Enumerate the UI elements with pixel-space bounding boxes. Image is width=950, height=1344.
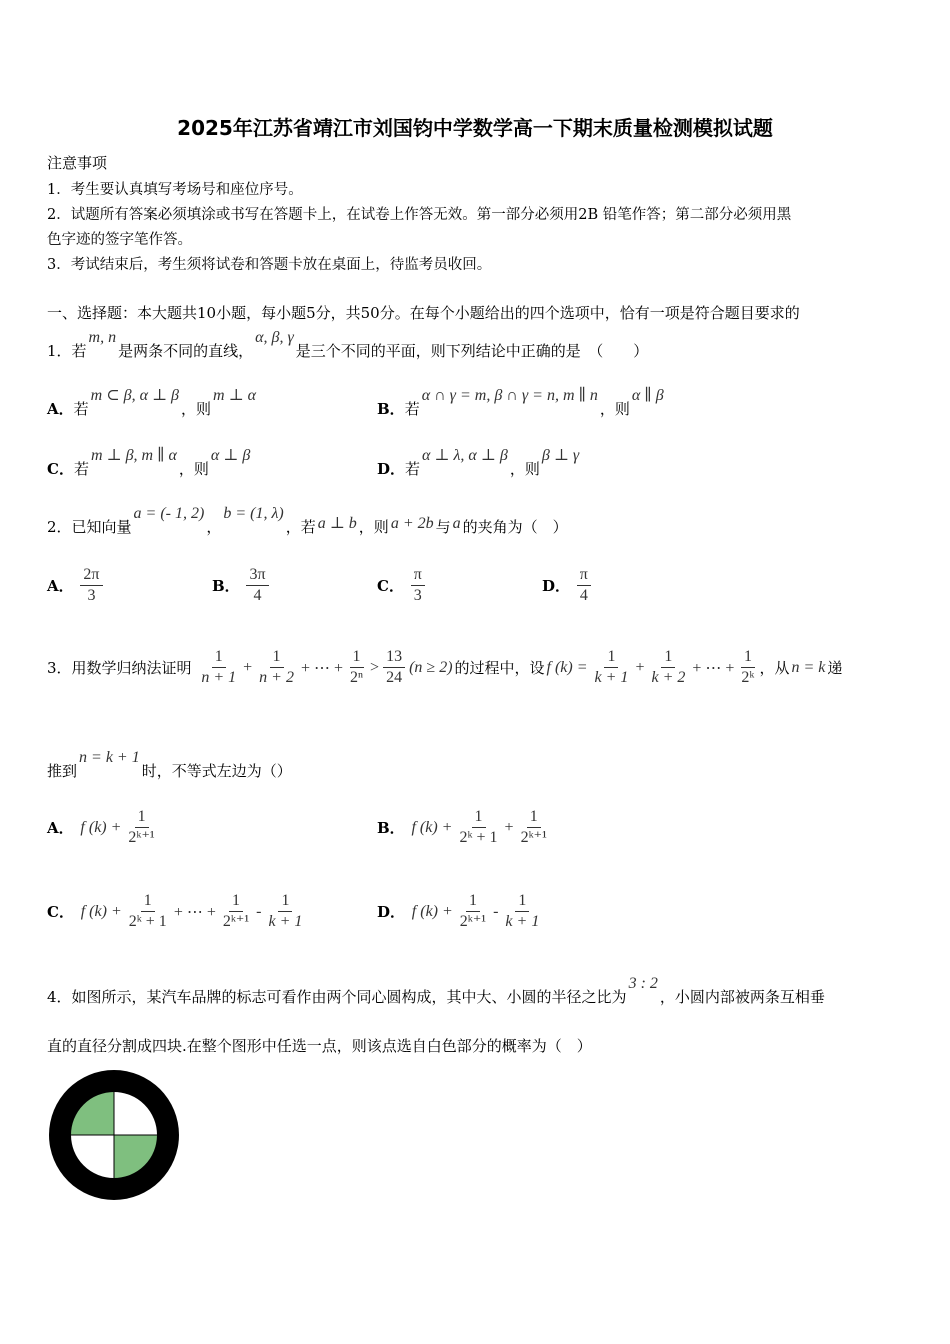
vector-a: a = (- 1, 2): [133, 505, 205, 522]
option-condition: α ⊥ λ, α ⊥ β: [422, 447, 508, 464]
q2-option-d[interactable]: [542, 566, 593, 605]
fraction-denominator: 2ⁿ: [350, 669, 364, 686]
q3-option-d[interactable]: [377, 892, 544, 931]
fraction-numerator: π: [411, 566, 425, 586]
option-text: ，则: [599, 400, 630, 418]
q1-text-1: 是两条不同的直线，: [118, 342, 254, 360]
option-condition: m ⊥ β, m ∥ α: [90, 447, 177, 464]
option-condition: m ⊂ β, α ⊥ β: [90, 387, 179, 404]
fraction-numerator: 1: [527, 808, 541, 828]
option-result: β ⊥ γ: [541, 447, 580, 464]
q3-from: n = k: [791, 658, 826, 676]
q3-fk: f (k) =: [546, 658, 588, 676]
q3-text-4: 推到: [47, 762, 78, 780]
option-letter: B．: [377, 819, 405, 837]
q3-option-c[interactable]: [47, 892, 307, 931]
fraction-denominator: 2ᵏ + 1: [459, 829, 498, 846]
q4-line-2: 直的直径分割成四块.在整个图形中任选一点，则该点选自白色部分的概率为（ ）: [47, 1037, 592, 1055]
option-fraction: [80, 566, 102, 605]
fraction: [256, 648, 297, 687]
fraction-numerator: 3π: [246, 566, 268, 586]
q2-vec: a: [452, 515, 461, 532]
option-text: 若: [405, 460, 421, 478]
note-item: 3．考试结束后，考生须将试卷和答题卡放在桌面上，待监考员收回。: [47, 257, 492, 273]
q2-sep: ，: [206, 518, 222, 536]
fraction-numerator: π: [577, 566, 591, 586]
dots: + ⋯ +: [300, 659, 343, 677]
q2-text-3: 与: [435, 518, 451, 536]
question-2: [47, 505, 568, 537]
fraction-denominator: 3: [87, 587, 96, 604]
fraction-numerator: 1: [466, 892, 480, 912]
fraction-denominator: k + 1: [505, 913, 540, 930]
option-letter: D．: [377, 903, 406, 921]
fraction-denominator: 4: [579, 587, 588, 604]
q3-text-1: 的过程中，设: [454, 659, 545, 677]
minus: -: [256, 902, 262, 920]
concentric-circles-diagram: [48, 1069, 180, 1201]
page-title: 2025年江苏省靖江市刘国钧中学数学高一下期末质量检测模拟试题: [177, 116, 773, 140]
note-item: 1．考生要认真填写考场号和座位序号。: [47, 182, 303, 198]
greater-than: >: [370, 658, 380, 676]
option-result: α ∥ β: [631, 387, 664, 404]
option-letter: D．: [542, 577, 571, 595]
option-fk: f (k) +: [80, 902, 122, 920]
option-text: 若: [73, 400, 89, 418]
fraction-numerator: 1: [212, 648, 226, 668]
fraction: [502, 892, 542, 931]
fraction-numerator: 2π: [80, 566, 102, 586]
q4-text-2: ，小圆内部被两条互相垂: [659, 988, 825, 1006]
fraction-numerator: 1: [141, 892, 155, 912]
fraction: [648, 648, 688, 687]
fraction-numerator: 13: [383, 648, 405, 668]
q2-expr: a + 2b: [390, 515, 434, 532]
q3-condition: (n ≥ 2): [409, 658, 453, 676]
fraction-denominator: 2ᵏ⁺¹: [128, 829, 155, 846]
fraction-numerator: 1: [515, 892, 529, 912]
fraction-denominator: 2ᵏ + 1: [128, 913, 167, 930]
q1-num: 1．若: [47, 342, 87, 360]
dots: + ⋯ +: [692, 659, 735, 677]
section-heading: 一、选择题：本大题共10小题，每小题5分，共50分。在每个小题给出的四个选项中，恰有一项是符合题目要求的: [47, 304, 800, 322]
option-text: ，则: [181, 400, 212, 418]
option-text: ，则: [509, 460, 540, 478]
q3-to: n = k + 1: [79, 749, 140, 766]
option-fk: f (k) +: [80, 818, 122, 836]
q2-condition: a ⊥ b: [317, 515, 357, 532]
note-item: 2．试题所有答案必须填涂或书写在答题卡上，在试卷上作答无效。第一部分必须用2B 铅笔作答；第二部分必须用黑: [47, 207, 792, 223]
q4-text-1: 4．如图所示，某汽车品牌的标志可看作由两个同心圆构成，其中大、小圆的半径之比为: [47, 988, 627, 1006]
option-letter: B．: [377, 400, 405, 418]
q2-text-2: ，则: [358, 518, 389, 536]
fraction: [738, 648, 757, 687]
option-letter: A．: [47, 577, 74, 595]
q2-option-c[interactable]: [377, 566, 427, 605]
fraction-denominator: n + 2: [259, 669, 294, 686]
q3-text-5: 时，不等式左边为（）: [141, 762, 292, 780]
option-text: ，则: [178, 460, 209, 478]
fraction-denominator: 4: [253, 587, 262, 604]
q3-option-b[interactable]: [377, 808, 552, 847]
option-letter: A．: [47, 400, 74, 418]
q1-planes-math: α, β, γ: [255, 329, 294, 346]
option-fk: f (k) +: [411, 902, 453, 920]
question-4: [47, 975, 825, 1007]
option-fraction: [411, 566, 425, 605]
fraction-denominator: 2ᵏ⁺¹: [459, 913, 487, 930]
option-letter: C．: [47, 903, 74, 921]
option-letter: C．: [47, 460, 74, 478]
fraction-numerator: 1: [278, 892, 292, 912]
fraction-denominator: 3: [413, 587, 422, 604]
fraction-numerator: 1: [229, 892, 243, 912]
q1-option-c[interactable]: [47, 447, 252, 479]
q1-lines-math: m, n: [88, 329, 117, 346]
fraction: [518, 808, 550, 847]
q1-option-d[interactable]: [377, 447, 581, 479]
question-1: [47, 329, 649, 361]
fraction-denominator: 2ᵏ⁺¹: [520, 829, 547, 846]
q3-option-a[interactable]: [47, 808, 160, 847]
fraction-denominator: n + 1: [201, 669, 237, 686]
minus: -: [493, 902, 499, 920]
option-text: 若: [73, 460, 89, 478]
option-fk: f (k) +: [411, 818, 453, 836]
q2-option-a[interactable]: [47, 566, 105, 605]
car-logo-figure: [48, 1069, 180, 1201]
q2-text-4: 的夹角为（ ）: [462, 518, 568, 536]
fraction: [592, 648, 632, 687]
dots: + ⋯ +: [173, 903, 216, 921]
question-3: 3．用数学归纳法证明 $\frac{1}{n + 1}$ + $\frac{1}{n + 2}$ + ⋯ + $\frac{1}{\text{2ⁿ}}$ > $\frac{13}{24}$ (n ≥ 2) 的过程中，设 f (k) = $\frac{1}{k + 1}$ + $\frac{1}{k + 2}$ + ⋯ + $\frac{1}{\text{2ᵏ}}$ ，从 n = k 递: [47, 648, 843, 686]
q4-ratio: 3 : 2: [628, 975, 658, 992]
q1-text-2: 是三个不同的平面，则下列结论中正确的是 （ ）: [295, 342, 649, 360]
notes-heading: 注意事项: [47, 154, 108, 172]
q3-text-3: 递: [827, 659, 843, 677]
fraction: [457, 892, 489, 931]
fraction-denominator: 24: [386, 669, 403, 686]
q2-option-b[interactable]: [212, 566, 271, 605]
fraction-denominator: k + 1: [268, 913, 303, 930]
q1-option-b[interactable]: [377, 387, 666, 419]
fraction: [198, 648, 239, 687]
fraction-numerator: 1: [472, 808, 486, 828]
option-letter: D．: [377, 460, 406, 478]
fraction-numerator: 1: [741, 648, 755, 668]
fraction-denominator: k + 1: [594, 669, 629, 686]
fraction-numerator: 1: [350, 648, 364, 668]
fraction-denominator: k + 2: [651, 669, 686, 686]
option-condition: α ∩ γ = m, β ∩ γ = n, m ∥ n: [421, 387, 598, 404]
option-letter: C．: [377, 577, 404, 595]
fraction: [347, 648, 366, 687]
q3-num: 3．用数学归纳法证明: [47, 659, 192, 677]
fraction: [383, 648, 405, 687]
q1-option-a[interactable]: [47, 387, 258, 419]
fraction-numerator: 1: [604, 648, 618, 668]
vector-b: b = (1, λ): [223, 505, 284, 522]
plus: +: [504, 818, 514, 836]
fraction: [125, 808, 157, 847]
q2-text-1: ，若: [285, 518, 316, 536]
fraction: [265, 892, 305, 931]
fraction: [456, 808, 500, 847]
fraction-numerator: 1: [661, 648, 675, 668]
note-item: 色字迹的签字笔作答。: [47, 232, 192, 248]
option-letter: A．: [47, 819, 74, 837]
q3-text-2: ，从: [759, 659, 790, 677]
option-result: α ⊥ β: [210, 447, 251, 464]
option-text: 若: [404, 400, 420, 418]
option-fraction: [577, 566, 591, 605]
fraction: [220, 892, 252, 931]
option-result: m ⊥ α: [213, 387, 257, 404]
fraction-numerator: 1: [135, 808, 149, 828]
option-letter: B．: [212, 577, 240, 595]
fraction-denominator: 2ᵏ: [741, 669, 755, 686]
fraction-denominator: 2ᵏ⁺¹: [222, 913, 250, 930]
fraction: [126, 892, 170, 931]
q3-line-2: [47, 749, 292, 781]
option-fraction: [246, 566, 268, 605]
fraction-numerator: 1: [270, 648, 284, 668]
q2-num: 2．已知向量: [47, 518, 132, 536]
